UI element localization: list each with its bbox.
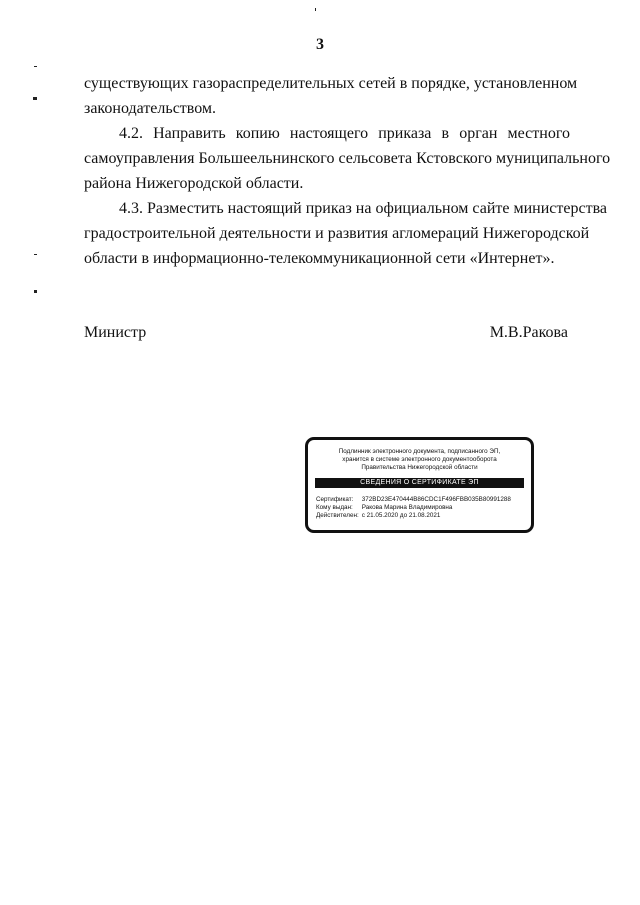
text-line: района Нижегородской области. bbox=[84, 175, 304, 192]
issued-to-row bbox=[316, 504, 531, 512]
text-line: градостроительной деятельности и развития агломераций Нижегородской bbox=[84, 225, 590, 242]
validity-value: с 21.05.2020 до 21.08.2021 bbox=[361, 512, 441, 520]
text-line: 4.3. Разместить настоящий приказ на официальном сайте министерства bbox=[119, 200, 608, 217]
stamp-header-line: Правительства Нижегородской области bbox=[361, 464, 478, 472]
electronic-signature-stamp bbox=[305, 437, 534, 533]
page-number: 3 bbox=[316, 36, 324, 53]
signer-name: М.В.Ракова bbox=[489, 324, 568, 341]
issued-to-value: Ракова Марина Владимировна bbox=[361, 503, 453, 511]
certificate-value: 372BD23E470444B86CDC1F496FBB035B80991288 bbox=[361, 495, 511, 503]
paragraph-4-2 bbox=[84, 121, 611, 196]
text-line: области в информационно-телекоммуникационной сети «Интернет». bbox=[84, 250, 555, 267]
scan-speck bbox=[34, 254, 37, 255]
issued-to-label: Кому выдан: bbox=[316, 503, 353, 511]
text-line: существующих газораспределительных сетей в порядке, установленном bbox=[84, 75, 578, 92]
text-line: законодательством. bbox=[84, 100, 217, 117]
stamp-banner: СВЕДЕНИЯ О СЕРТИФИКАТЕ ЭП bbox=[315, 478, 524, 488]
validity-label: Действителен: bbox=[316, 512, 359, 520]
scan-speck bbox=[315, 8, 316, 11]
stamp-header-line: Подлинник электронного документа, подписанного ЭП, bbox=[338, 448, 501, 455]
validity-row bbox=[316, 512, 531, 520]
stamp-header-line: хранится в системе электронного документооборота bbox=[342, 456, 497, 464]
scan-speck bbox=[33, 97, 37, 100]
paragraph-4-3 bbox=[84, 196, 608, 271]
text-line: самоуправления Большеельнинского сельсовета Кстовского муниципального bbox=[84, 150, 611, 167]
certificate-label: Сертификат: bbox=[316, 495, 354, 503]
certificate-row bbox=[316, 496, 531, 504]
scan-speck bbox=[34, 66, 37, 67]
text-line: 4.2. Направить копию настоящего приказа в орган местного bbox=[119, 125, 570, 142]
stamp-details bbox=[316, 496, 531, 521]
scan-speck bbox=[34, 290, 37, 293]
stamp-header bbox=[308, 448, 531, 473]
paragraph-continuation bbox=[84, 71, 578, 121]
signer-title: Министр bbox=[84, 324, 147, 341]
